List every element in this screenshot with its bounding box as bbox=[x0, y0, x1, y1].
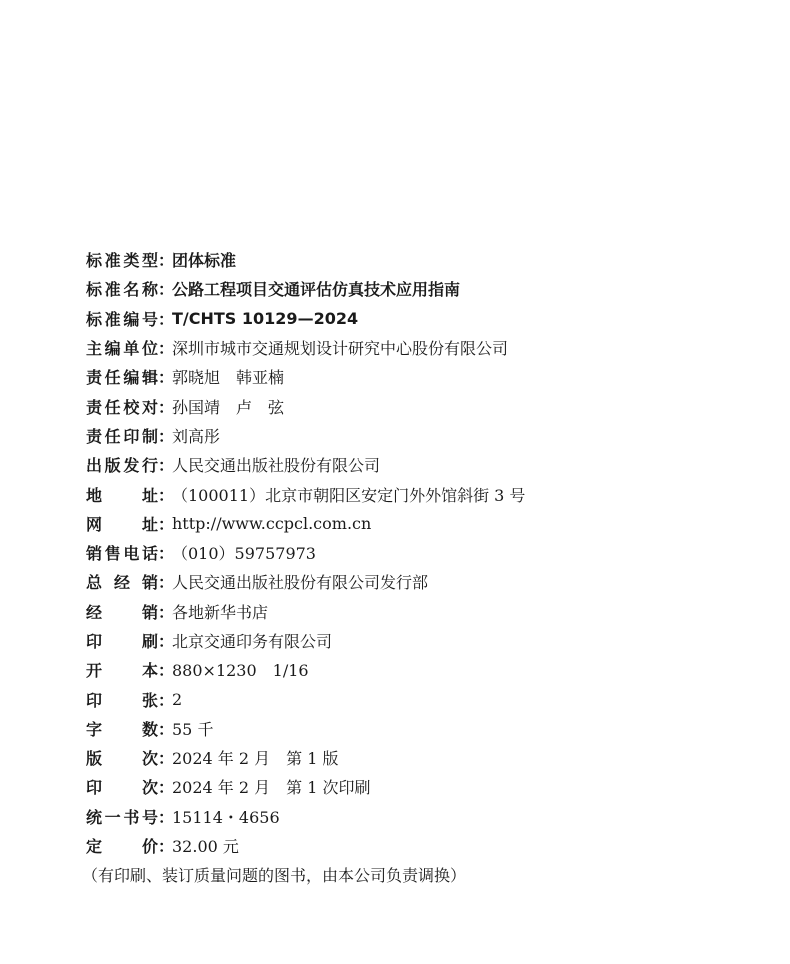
colophon-colon: ： bbox=[158, 514, 175, 534]
colophon-label: 出 版 发 行 bbox=[86, 456, 158, 476]
colophon-colon: ： bbox=[158, 778, 175, 798]
colophon-row bbox=[86, 304, 776, 333]
colophon-value: T/CHTS 10129—2024 bbox=[172, 308, 359, 328]
colophon-colon: ： bbox=[158, 456, 175, 476]
colophon-label: 版 次 bbox=[86, 749, 158, 769]
colophon-colon: ： bbox=[158, 573, 175, 593]
colophon-row bbox=[86, 655, 776, 684]
colophon-label: 责 任 印 制 bbox=[86, 426, 158, 446]
colophon-value: 北京交通印务有限公司 bbox=[172, 632, 333, 651]
colophon-colon: ： bbox=[158, 339, 175, 359]
colophon-row bbox=[86, 538, 776, 567]
colophon-row bbox=[86, 831, 776, 860]
colophon-row bbox=[86, 245, 776, 274]
colophon-row bbox=[86, 684, 776, 713]
colophon-row bbox=[86, 333, 776, 362]
colophon-row bbox=[86, 743, 776, 772]
colophon-label: 网 址 bbox=[86, 514, 158, 534]
colophon-colon: ： bbox=[158, 690, 175, 710]
colophon-colon: ： bbox=[158, 309, 175, 329]
colophon-colon: ： bbox=[158, 397, 175, 417]
colophon-colon: ： bbox=[158, 807, 175, 827]
colophon-row bbox=[86, 450, 776, 479]
colophon-value: 人民交通出版社股份有限公司发行部 bbox=[172, 573, 429, 593]
colophon-colon: ： bbox=[158, 837, 175, 857]
colophon-row bbox=[86, 421, 776, 450]
colophon-row bbox=[86, 567, 776, 596]
colophon-label: 标 准 名 称 bbox=[86, 280, 158, 300]
colophon-label: 责 任 校 对 bbox=[86, 397, 158, 417]
colophon-value: 2024 年 2 月 第 1 次印刷 bbox=[172, 778, 371, 798]
colophon-label: 统 一 书 号 bbox=[86, 807, 158, 827]
colophon-colon: ： bbox=[158, 280, 175, 300]
colophon-row bbox=[86, 772, 776, 801]
colophon-rows bbox=[86, 245, 776, 860]
colophon-value: 2024 年 2 月 第 1 版 bbox=[172, 749, 339, 769]
colophon-row bbox=[86, 479, 776, 508]
colophon-value: 各地新华书店 bbox=[172, 602, 269, 622]
colophon-row bbox=[86, 362, 776, 391]
colophon-colon: ： bbox=[158, 544, 175, 564]
colophon-colon: ： bbox=[158, 426, 175, 446]
colophon-row bbox=[86, 597, 776, 626]
colophon-row bbox=[86, 391, 776, 420]
colophon-row bbox=[86, 802, 776, 831]
colophon-row bbox=[86, 509, 776, 538]
colophon-colon: ： bbox=[158, 632, 175, 651]
colophon-colon: ： bbox=[158, 485, 175, 505]
colophon-label: 经 销 bbox=[86, 602, 158, 622]
colophon-block bbox=[82, 245, 776, 890]
colophon-colon: ： bbox=[158, 368, 175, 388]
colophon-label: 印 张 bbox=[86, 690, 158, 710]
colophon-colon: ： bbox=[158, 719, 175, 739]
colophon-colon: ： bbox=[158, 661, 175, 681]
colophon-value: 郭晓旭 韩亚楠 bbox=[172, 368, 285, 388]
colophon-label: 主 编 单 位 bbox=[86, 339, 158, 359]
colophon-value: 880×1230 1/16 bbox=[172, 661, 309, 681]
colophon-label: 定 价 bbox=[86, 837, 158, 857]
colophon-label: 销 售 电 话 bbox=[86, 544, 158, 564]
colophon-value: 人民交通出版社股份有限公司 bbox=[172, 456, 381, 476]
colophon-value: （010）59757973 bbox=[172, 544, 316, 564]
colophon-value: 深圳市城市交通规划设计研究中心股份有限公司 bbox=[172, 339, 509, 359]
colophon-row bbox=[86, 626, 776, 655]
colophon-value: 32.00 元 bbox=[172, 837, 239, 857]
colophon-value: （100011）北京市朝阳区安定门外外馆斜街 3 号 bbox=[172, 485, 526, 505]
colophon-label: 标 准 编 号 bbox=[86, 309, 158, 329]
colophon-value: 孙国靖 卢 弦 bbox=[172, 397, 285, 417]
colophon-value: 2 bbox=[172, 689, 183, 709]
colophon-label: 标 准 类 型 bbox=[86, 251, 158, 271]
colophon-label: 责 任 编 辑 bbox=[86, 368, 158, 388]
colophon-row bbox=[86, 714, 776, 743]
colophon-label: 字 数 bbox=[86, 719, 158, 739]
colophon-value: 55 千 bbox=[172, 719, 214, 739]
colophon-label: 总 经 销 bbox=[86, 573, 158, 593]
quality-notice: （有印刷、装订质量问题的图书，由本公司负责调换） bbox=[82, 866, 467, 886]
colophon-colon: ： bbox=[158, 602, 175, 622]
colophon-label: 印 刷 bbox=[86, 632, 158, 651]
colophon-label: 开 本 bbox=[86, 661, 158, 681]
colophon-value: http://www.ccpcl.com.cn bbox=[172, 513, 372, 533]
colophon-value: 团体标准 bbox=[172, 251, 237, 271]
colophon-value: 15114・4656 bbox=[172, 807, 280, 827]
colophon-value: 公路工程项目交通评估仿真技术应用指南 bbox=[172, 280, 461, 300]
colophon-row bbox=[86, 274, 776, 303]
colophon-colon: ： bbox=[158, 749, 175, 769]
colophon-colon: ： bbox=[158, 251, 175, 271]
colophon-value: 刘高彤 bbox=[172, 426, 221, 446]
colophon-label: 印 次 bbox=[86, 778, 158, 798]
colophon-label: 地 址 bbox=[86, 485, 158, 505]
